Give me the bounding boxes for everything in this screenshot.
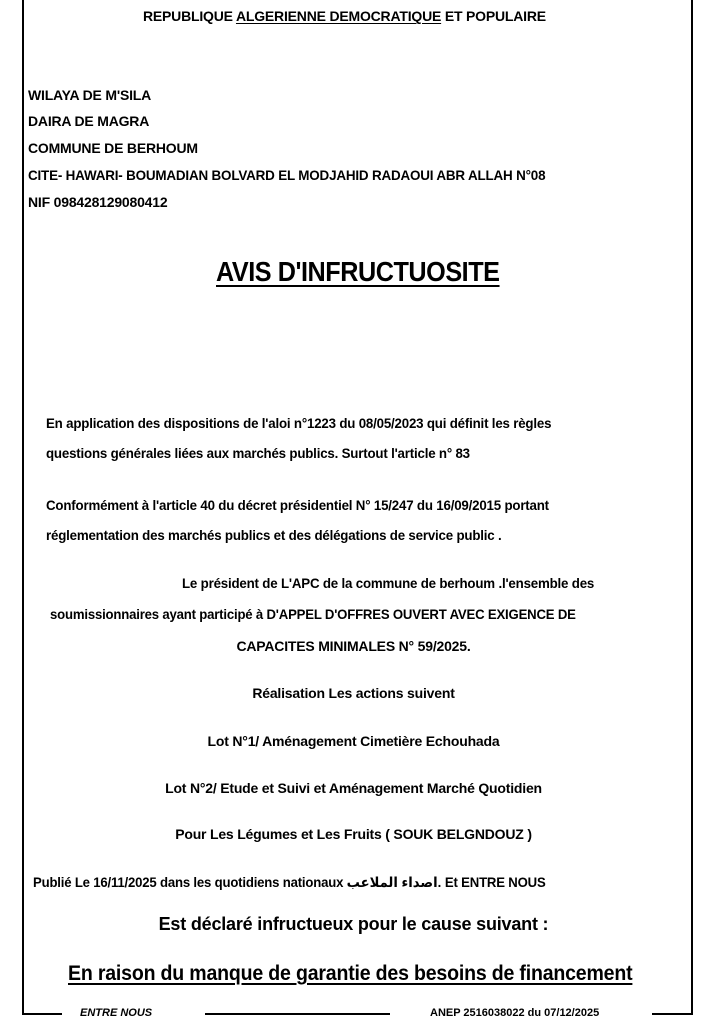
republic-header xyxy=(143,8,546,24)
publication-prefix: Publié Le 16/11/2025 dans les quotidiens nationaux xyxy=(33,874,347,890)
frame-border-right xyxy=(691,0,693,1014)
cause-line: En raison du manque de garantie des besoins de financement xyxy=(68,962,633,985)
frame-border-bottom xyxy=(652,1013,693,1015)
paragraph-1-line-2: questions générales liées aux marchés publics. Surtout l'article n° 83 xyxy=(46,445,470,461)
lot-1-line: Lot N°1/ Aménagement Cimetière Echouhada xyxy=(207,733,500,749)
wilaya-line: WILAYA DE M'SILA xyxy=(28,87,152,103)
cite-line: CITE- HAWARI- BOUMADIAN BOLVARD EL MODJAHID RADAOUI ABR ALLAH N°08 xyxy=(28,167,546,183)
nif-line: NIF 098428129080412 xyxy=(28,194,168,210)
footer-newspaper: ENTRE NOUS xyxy=(80,1007,153,1019)
publication-line xyxy=(33,874,546,891)
notice-title: AVIS D'INFRUCTUOSITE xyxy=(216,256,500,287)
declaration-line: Est déclaré infructueux pour le cause suivant : xyxy=(158,914,549,934)
paragraph-1-line-1: En application des dispositions de l'aloi n°1223 du 08/05/2023 qui définit les règles xyxy=(46,415,552,431)
republic-underlined: ALGERIENNE DEMOCRATIQUE xyxy=(235,8,442,24)
paragraph-2-line-2: réglementation des marchés publics et des délégations de service public . xyxy=(46,527,502,543)
lot-2-line: Lot N°2/ Etude et Suivi et Aménagement Marché Quotidien xyxy=(165,780,542,796)
paragraph-3-line-3: CAPACITES MINIMALES N° 59/2025. xyxy=(236,638,471,654)
paragraph-3-line-1: Le président de L'APC de la commune de berhoum .l'ensemble des xyxy=(182,575,595,591)
frame-border-bottom xyxy=(205,1013,390,1015)
arabic-newspaper-name: اصداء الملاعب xyxy=(346,874,438,890)
footer-anep-reference: ANEP 2516038022 du 07/12/2025 xyxy=(430,1007,600,1019)
paragraph-2-line-1: Conformément à l'article 40 du décret présidentiel N° 15/247 du 16/09/2015 portant xyxy=(46,497,549,513)
lot-2-continuation: Pour Les Légumes et Les Fruits ( SOUK BELGNDOUZ ) xyxy=(175,826,532,842)
frame-border-bottom xyxy=(22,1013,62,1015)
republic-suffix: ET POPULAIRE xyxy=(441,8,546,24)
realisation-line: Réalisation Les actions suivent xyxy=(252,685,455,701)
paragraph-3-line-2: soumissionnaires ayant participé à D'APPEL D'OFFRES OUVERT AVEC EXIGENCE DE xyxy=(50,606,576,622)
daira-line: DAIRA DE MAGRA xyxy=(28,113,150,129)
republic-prefix: REPUBLIQUE xyxy=(143,8,236,24)
publication-suffix: . Et ENTRE NOUS xyxy=(437,874,546,890)
frame-border-left xyxy=(22,0,24,1014)
commune-line: COMMUNE DE BERHOUM xyxy=(28,140,198,156)
